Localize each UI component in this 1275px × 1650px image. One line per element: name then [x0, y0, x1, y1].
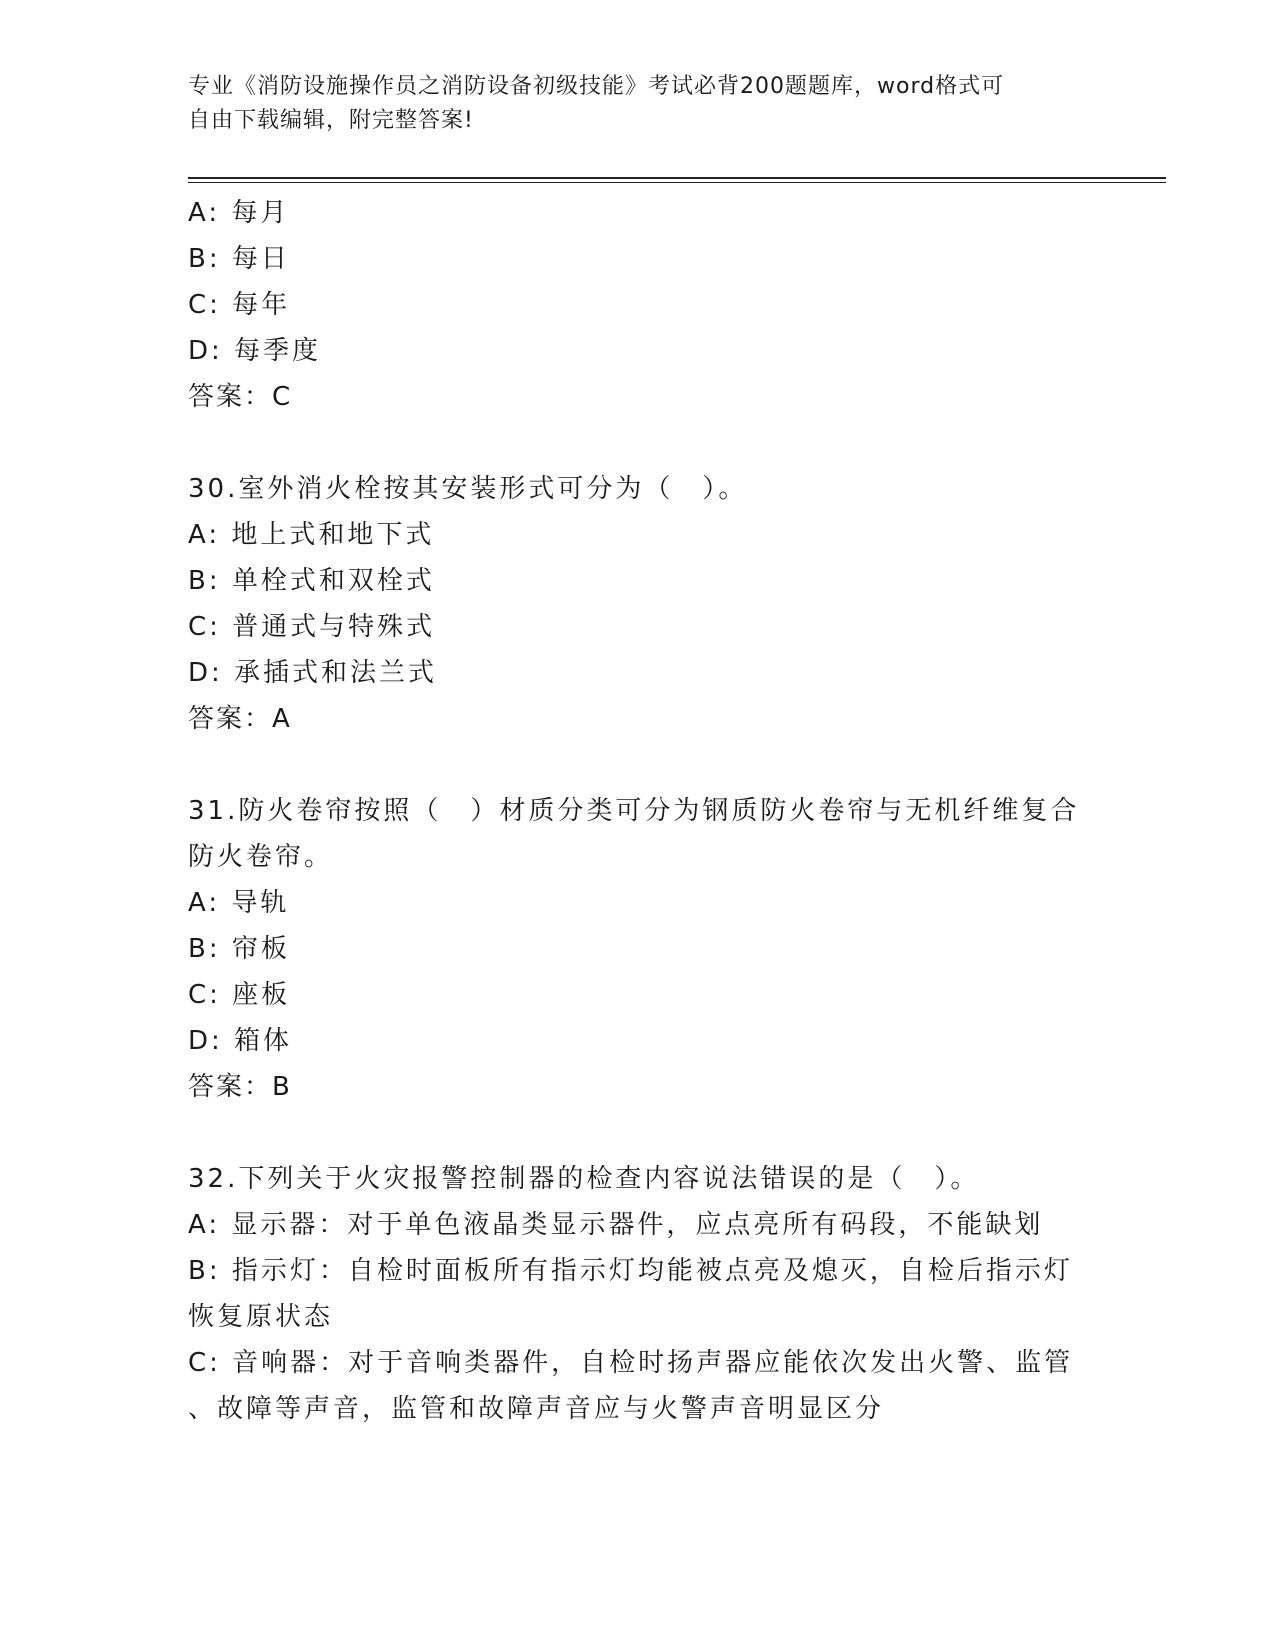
option-a: A: 地上式和地下式 [188, 520, 435, 550]
header-divider-thick [188, 177, 1166, 179]
option-d: D: 承插式和法兰式 [188, 658, 438, 688]
option-c-line2: 、故障等声音，监管和故障声音应与火警声音明显区分 [188, 1394, 885, 1424]
header-divider-thin [188, 182, 1166, 183]
option-a: A: 显示器：对于单色液晶类显示器件，应点亮所有码段，不能缺划 [188, 1210, 1044, 1240]
question-32 [188, 1156, 1088, 1432]
option-c: C: 座板 [188, 980, 291, 1010]
header-title-line2: 自由下载编辑，附完整答案! [188, 108, 474, 133]
question-stem-line2: 防火卷帘。 [188, 842, 334, 872]
header-title-line1: 专业《消防设施操作员之消防设备初级技能》考试必背200题题库，word格式可 [188, 74, 1005, 99]
option-a: A: 导轨 [188, 888, 290, 918]
question-list [188, 190, 1088, 1432]
question-30 [188, 466, 1088, 742]
option-b: B: 帘板 [188, 934, 290, 964]
option-b-line2: 恢复原状态 [188, 1302, 334, 1332]
option-b: B: 每日 [188, 244, 290, 274]
option-d: D: 每季度 [188, 336, 322, 366]
answer-line: 答案：B [188, 1072, 292, 1102]
question-stem: 32.下列关于火灾报警控制器的检查内容说法错误的是（ ）。 [188, 1164, 980, 1194]
question-31 [188, 788, 1088, 1110]
option-d: D: 箱体 [188, 1026, 293, 1056]
option-b-line1: B: 指示灯：自检时面板所有指示灯均能被点亮及熄灭，自检后指示灯 [188, 1256, 1073, 1286]
document-header [188, 70, 1088, 138]
answer-line: 答案：C [188, 382, 293, 412]
question-stem-line1: 31.防火卷帘按照（ ）材质分类可分为钢质防火卷帘与无机纤维复合 [188, 796, 1080, 826]
question-stem: 30.室外消火栓按其安装形式可分为（ ）。 [188, 474, 748, 504]
option-c: C: 普通式与特殊式 [188, 612, 436, 642]
option-c: C: 每年 [188, 290, 291, 320]
question-29 [188, 190, 1088, 420]
option-a: A: 每月 [188, 198, 290, 228]
option-b: B: 单栓式和双栓式 [188, 566, 435, 596]
answer-line: 答案：A [188, 704, 292, 734]
option-c-line1: C: 音响器：对于音响类器件，自检时扬声器应能依次发出火警、监管 [188, 1348, 1074, 1378]
